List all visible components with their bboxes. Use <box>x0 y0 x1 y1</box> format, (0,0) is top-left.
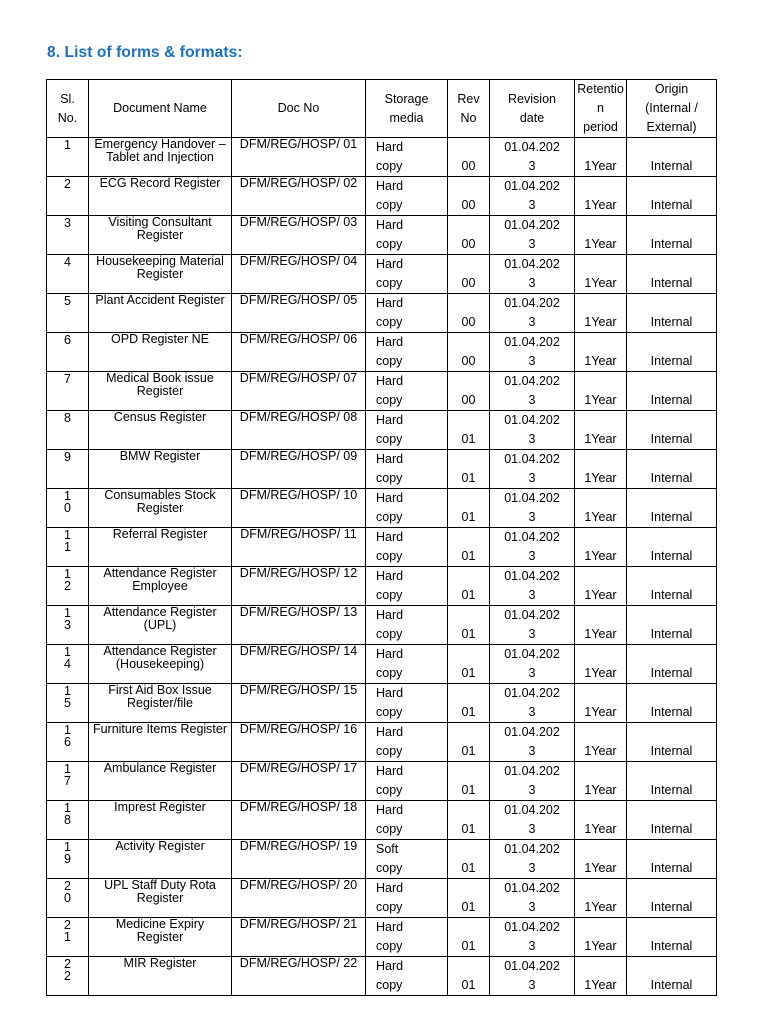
cell-sl-no: 17 <box>47 762 89 801</box>
cell-doc-no: DFM/REG/HOSP/ 19 <box>232 840 366 879</box>
table-row <box>47 372 717 411</box>
cell-document-name: Emergency Handover – Tablet and Injection <box>89 138 232 177</box>
header-sl-no: Sl. No. <box>47 80 89 138</box>
cell-origin: Internal <box>627 528 717 567</box>
header-document-name: Document Name <box>89 80 232 138</box>
cell-sl-no: 13 <box>47 606 89 645</box>
cell-document-name: Attendance Register Employee <box>89 567 232 606</box>
cell-doc-no: DFM/REG/HOSP/ 04 <box>232 255 366 294</box>
cell-sl-no: 20 <box>47 879 89 918</box>
cell-rev-no: 00 <box>448 138 490 177</box>
cell-doc-no: DFM/REG/HOSP/ 16 <box>232 723 366 762</box>
cell-doc-no: DFM/REG/HOSP/ 20 <box>232 879 366 918</box>
cell-revision-date: 01.04.202 3 <box>490 684 575 723</box>
cell-retention-period: 1Year <box>575 567 627 606</box>
cell-storage-media: Hard copy <box>366 177 448 216</box>
cell-rev-no: 01 <box>448 684 490 723</box>
cell-origin: Internal <box>627 372 717 411</box>
cell-sl-no: 14 <box>47 645 89 684</box>
cell-document-name: First Aid Box Issue Register/file <box>89 684 232 723</box>
cell-rev-no: 01 <box>448 645 490 684</box>
cell-sl-no: 9 <box>47 450 89 489</box>
cell-doc-no: DFM/REG/HOSP/ 17 <box>232 762 366 801</box>
cell-origin: Internal <box>627 450 717 489</box>
table-row <box>47 255 717 294</box>
cell-document-name: Imprest Register <box>89 801 232 840</box>
cell-origin: Internal <box>627 255 717 294</box>
cell-doc-no: DFM/REG/HOSP/ 02 <box>232 177 366 216</box>
cell-retention-period: 1Year <box>575 333 627 372</box>
cell-revision-date: 01.04.202 3 <box>490 762 575 801</box>
cell-document-name: Census Register <box>89 411 232 450</box>
table-row <box>47 411 717 450</box>
table-row <box>47 606 717 645</box>
cell-sl-no: 19 <box>47 840 89 879</box>
cell-document-name: OPD Register NE <box>89 333 232 372</box>
cell-origin: Internal <box>627 177 717 216</box>
cell-rev-no: 01 <box>448 450 490 489</box>
section-heading: 8. List of forms & formats: <box>47 44 243 61</box>
cell-origin: Internal <box>627 294 717 333</box>
cell-retention-period: 1Year <box>575 918 627 957</box>
cell-storage-media: Hard copy <box>366 138 448 177</box>
cell-revision-date: 01.04.202 3 <box>490 918 575 957</box>
cell-document-name: Consumables Stock Register <box>89 489 232 528</box>
cell-doc-no: DFM/REG/HOSP/ 07 <box>232 372 366 411</box>
cell-retention-period: 1Year <box>575 450 627 489</box>
cell-sl-no: 12 <box>47 567 89 606</box>
cell-retention-period: 1Year <box>575 372 627 411</box>
cell-revision-date: 01.04.202 3 <box>490 333 575 372</box>
cell-doc-no: DFM/REG/HOSP/ 03 <box>232 216 366 255</box>
table-header-row <box>47 80 717 138</box>
cell-revision-date: 01.04.202 3 <box>490 840 575 879</box>
cell-storage-media: Hard copy <box>366 528 448 567</box>
cell-doc-no: DFM/REG/HOSP/ 12 <box>232 567 366 606</box>
cell-origin: Internal <box>627 138 717 177</box>
cell-retention-period: 1Year <box>575 411 627 450</box>
cell-document-name: BMW Register <box>89 450 232 489</box>
cell-sl-no: 3 <box>47 216 89 255</box>
cell-rev-no: 01 <box>448 840 490 879</box>
cell-sl-no: 6 <box>47 333 89 372</box>
cell-rev-no: 01 <box>448 879 490 918</box>
cell-rev-no: 00 <box>448 294 490 333</box>
cell-storage-media: Hard copy <box>366 606 448 645</box>
cell-revision-date: 01.04.202 3 <box>490 138 575 177</box>
cell-retention-period: 1Year <box>575 528 627 567</box>
cell-origin: Internal <box>627 957 717 996</box>
cell-sl-no: 10 <box>47 489 89 528</box>
cell-sl-no: 1 <box>47 138 89 177</box>
cell-origin: Internal <box>627 216 717 255</box>
table-row <box>47 762 717 801</box>
cell-storage-media: Hard copy <box>366 723 448 762</box>
cell-document-name: Referral Register <box>89 528 232 567</box>
cell-revision-date: 01.04.202 3 <box>490 879 575 918</box>
cell-document-name: Medicine Expiry Register <box>89 918 232 957</box>
cell-storage-media: Hard copy <box>366 879 448 918</box>
cell-rev-no: 00 <box>448 255 490 294</box>
cell-storage-media: Hard copy <box>366 567 448 606</box>
cell-retention-period: 1Year <box>575 840 627 879</box>
cell-origin: Internal <box>627 762 717 801</box>
cell-revision-date: 01.04.202 3 <box>490 801 575 840</box>
cell-sl-no: 21 <box>47 918 89 957</box>
cell-rev-no: 01 <box>448 918 490 957</box>
table-row <box>47 723 717 762</box>
cell-storage-media: Hard copy <box>366 294 448 333</box>
cell-doc-no: DFM/REG/HOSP/ 08 <box>232 411 366 450</box>
cell-retention-period: 1Year <box>575 762 627 801</box>
header-doc-no: Doc No <box>232 80 366 138</box>
cell-revision-date: 01.04.202 3 <box>490 450 575 489</box>
cell-origin: Internal <box>627 723 717 762</box>
cell-storage-media: Soft copy <box>366 840 448 879</box>
cell-storage-media: Hard copy <box>366 918 448 957</box>
cell-doc-no: DFM/REG/HOSP/ 06 <box>232 333 366 372</box>
header-origin: Origin (Internal / External) <box>627 80 717 138</box>
cell-sl-no: 15 <box>47 684 89 723</box>
cell-storage-media: Hard copy <box>366 645 448 684</box>
cell-retention-period: 1Year <box>575 255 627 294</box>
cell-sl-no: 18 <box>47 801 89 840</box>
cell-origin: Internal <box>627 918 717 957</box>
cell-storage-media: Hard copy <box>366 489 448 528</box>
cell-doc-no: DFM/REG/HOSP/ 22 <box>232 957 366 996</box>
table-row <box>47 294 717 333</box>
cell-doc-no: DFM/REG/HOSP/ 11 <box>232 528 366 567</box>
table-row <box>47 801 717 840</box>
cell-storage-media: Hard copy <box>366 957 448 996</box>
cell-origin: Internal <box>627 411 717 450</box>
cell-doc-no: DFM/REG/HOSP/ 13 <box>232 606 366 645</box>
table-row <box>47 528 717 567</box>
cell-revision-date: 01.04.202 3 <box>490 489 575 528</box>
cell-origin: Internal <box>627 684 717 723</box>
cell-revision-date: 01.04.202 3 <box>490 567 575 606</box>
cell-rev-no: 00 <box>448 333 490 372</box>
cell-revision-date: 01.04.202 3 <box>490 255 575 294</box>
cell-retention-period: 1Year <box>575 216 627 255</box>
cell-revision-date: 01.04.202 3 <box>490 177 575 216</box>
table-row <box>47 645 717 684</box>
cell-storage-media: Hard copy <box>366 411 448 450</box>
cell-rev-no: 01 <box>448 762 490 801</box>
cell-sl-no: 22 <box>47 957 89 996</box>
table-row <box>47 840 717 879</box>
cell-revision-date: 01.04.202 3 <box>490 294 575 333</box>
cell-storage-media: Hard copy <box>366 333 448 372</box>
cell-storage-media: Hard copy <box>366 762 448 801</box>
cell-rev-no: 01 <box>448 411 490 450</box>
cell-revision-date: 01.04.202 3 <box>490 372 575 411</box>
cell-doc-no: DFM/REG/HOSP/ 14 <box>232 645 366 684</box>
cell-document-name: Ambulance Register <box>89 762 232 801</box>
cell-doc-no: DFM/REG/HOSP/ 05 <box>232 294 366 333</box>
cell-origin: Internal <box>627 879 717 918</box>
header-retention-period: Retentio n period <box>575 80 627 138</box>
cell-revision-date: 01.04.202 3 <box>490 528 575 567</box>
cell-retention-period: 1Year <box>575 489 627 528</box>
cell-storage-media: Hard copy <box>366 255 448 294</box>
table-row <box>47 177 717 216</box>
cell-doc-no: DFM/REG/HOSP/ 10 <box>232 489 366 528</box>
cell-retention-period: 1Year <box>575 645 627 684</box>
cell-document-name: Plant Accident Register <box>89 294 232 333</box>
cell-storage-media: Hard copy <box>366 801 448 840</box>
cell-retention-period: 1Year <box>575 879 627 918</box>
table-row <box>47 138 717 177</box>
cell-storage-media: Hard copy <box>366 684 448 723</box>
cell-revision-date: 01.04.202 3 <box>490 216 575 255</box>
cell-rev-no: 01 <box>448 528 490 567</box>
cell-origin: Internal <box>627 840 717 879</box>
cell-doc-no: DFM/REG/HOSP/ 09 <box>232 450 366 489</box>
cell-revision-date: 01.04.202 3 <box>490 645 575 684</box>
cell-storage-media: Hard copy <box>366 372 448 411</box>
cell-rev-no: 01 <box>448 957 490 996</box>
cell-sl-no: 5 <box>47 294 89 333</box>
cell-rev-no: 00 <box>448 372 490 411</box>
table-row <box>47 489 717 528</box>
cell-rev-no: 01 <box>448 723 490 762</box>
cell-document-name: Attendance Register (UPL) <box>89 606 232 645</box>
cell-doc-no: DFM/REG/HOSP/ 01 <box>232 138 366 177</box>
cell-revision-date: 01.04.202 3 <box>490 723 575 762</box>
table-row <box>47 918 717 957</box>
cell-document-name: Furniture Items Register <box>89 723 232 762</box>
cell-sl-no: 4 <box>47 255 89 294</box>
forms-table <box>46 79 717 996</box>
cell-retention-period: 1Year <box>575 957 627 996</box>
cell-origin: Internal <box>627 333 717 372</box>
cell-sl-no: 2 <box>47 177 89 216</box>
cell-doc-no: DFM/REG/HOSP/ 15 <box>232 684 366 723</box>
cell-retention-period: 1Year <box>575 801 627 840</box>
table-row <box>47 567 717 606</box>
cell-origin: Internal <box>627 567 717 606</box>
cell-revision-date: 01.04.202 3 <box>490 411 575 450</box>
cell-document-name: Attendance Register (Housekeeping) <box>89 645 232 684</box>
cell-rev-no: 00 <box>448 216 490 255</box>
cell-origin: Internal <box>627 489 717 528</box>
cell-document-name: Medical Book issue Register <box>89 372 232 411</box>
table-row <box>47 450 717 489</box>
cell-origin: Internal <box>627 645 717 684</box>
cell-doc-no: DFM/REG/HOSP/ 21 <box>232 918 366 957</box>
header-storage-media: Storage media <box>366 80 448 138</box>
cell-document-name: Activity Register <box>89 840 232 879</box>
table-row <box>47 333 717 372</box>
cell-rev-no: 01 <box>448 606 490 645</box>
table-row <box>47 957 717 996</box>
cell-rev-no: 01 <box>448 801 490 840</box>
header-revision-date: Revision date <box>490 80 575 138</box>
cell-sl-no: 8 <box>47 411 89 450</box>
cell-retention-period: 1Year <box>575 138 627 177</box>
cell-revision-date: 01.04.202 3 <box>490 606 575 645</box>
cell-doc-no: DFM/REG/HOSP/ 18 <box>232 801 366 840</box>
cell-document-name: Housekeeping Material Register <box>89 255 232 294</box>
cell-sl-no: 11 <box>47 528 89 567</box>
cell-rev-no: 01 <box>448 567 490 606</box>
cell-retention-period: 1Year <box>575 723 627 762</box>
header-rev-no: Rev No <box>448 80 490 138</box>
cell-revision-date: 01.04.202 3 <box>490 957 575 996</box>
cell-document-name: Visiting Consultant Register <box>89 216 232 255</box>
cell-origin: Internal <box>627 606 717 645</box>
cell-document-name: UPL Staff Duty Rota Register <box>89 879 232 918</box>
cell-sl-no: 7 <box>47 372 89 411</box>
cell-document-name: ECG Record Register <box>89 177 232 216</box>
table-row <box>47 216 717 255</box>
cell-rev-no: 00 <box>448 177 490 216</box>
cell-sl-no: 16 <box>47 723 89 762</box>
table-row <box>47 684 717 723</box>
cell-rev-no: 01 <box>448 489 490 528</box>
cell-document-name: MIR Register <box>89 957 232 996</box>
cell-storage-media: Hard copy <box>366 450 448 489</box>
cell-storage-media: Hard copy <box>366 216 448 255</box>
cell-retention-period: 1Year <box>575 606 627 645</box>
cell-retention-period: 1Year <box>575 684 627 723</box>
table-row <box>47 879 717 918</box>
cell-origin: Internal <box>627 801 717 840</box>
cell-retention-period: 1Year <box>575 177 627 216</box>
cell-retention-period: 1Year <box>575 294 627 333</box>
